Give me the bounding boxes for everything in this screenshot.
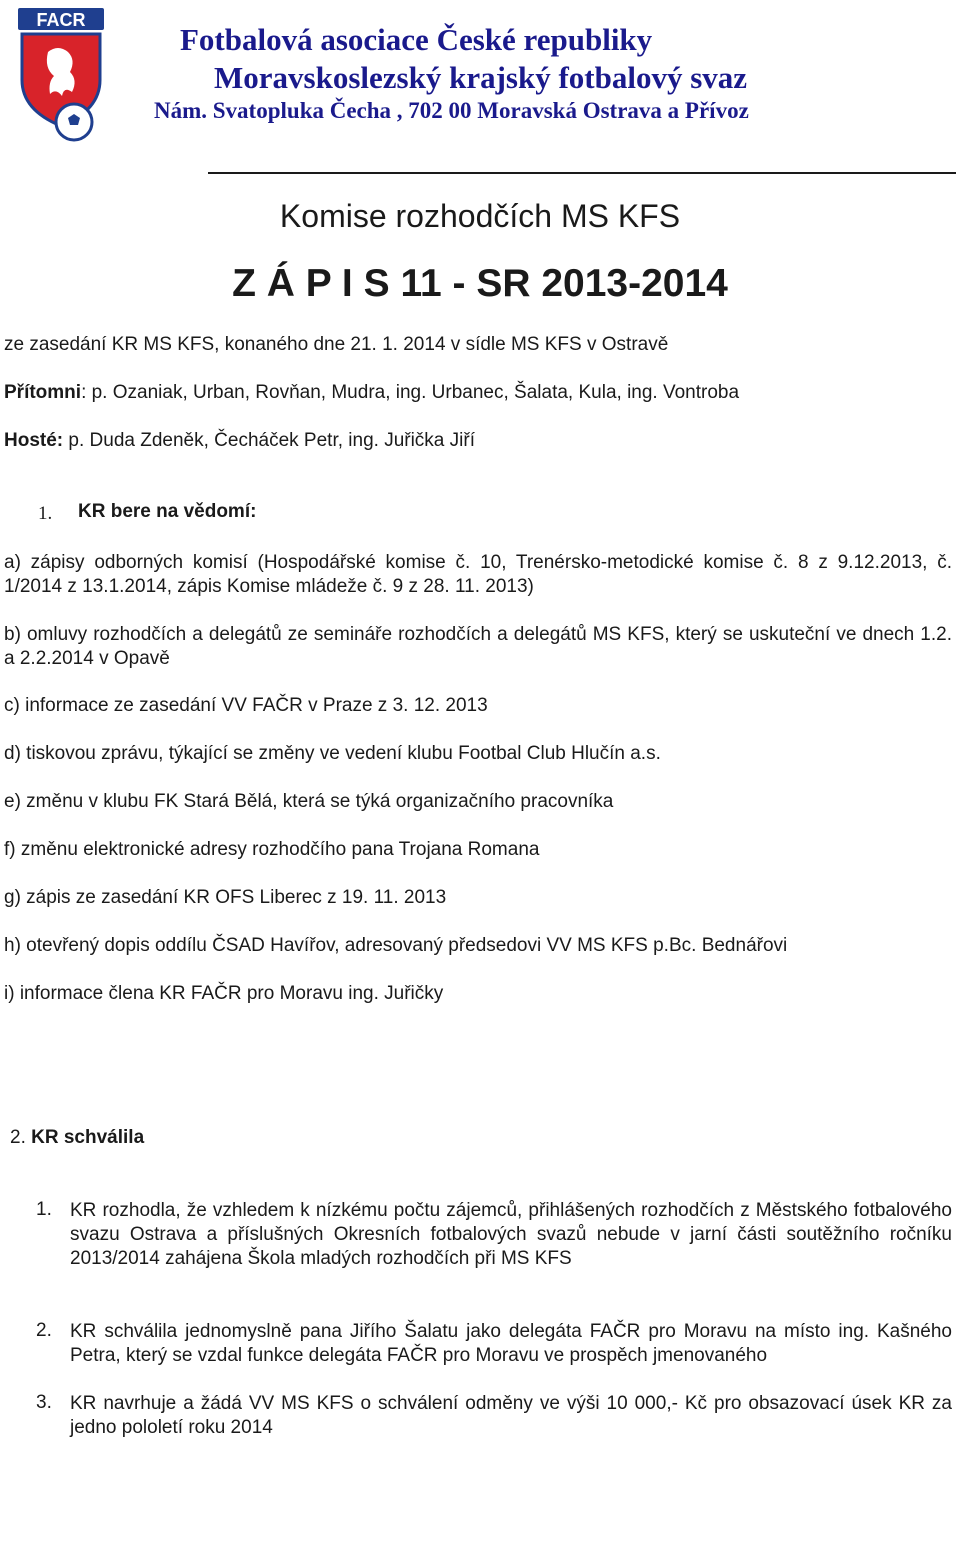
guests-value: p. Duda Zdeněk, Čecháček Petr, ing. Juřička Jiří xyxy=(63,430,475,451)
item-f: f) změnu elektronické adresy rozhodčího pana Trojana Romana xyxy=(4,839,540,860)
guests-label: Hosté: xyxy=(4,430,64,451)
header-line-2: Moravskoslezský krajský fotbalový svaz xyxy=(214,60,748,95)
section2-title xyxy=(10,1127,144,1149)
logo-text: FACR xyxy=(36,10,86,30)
section1-number: 1. xyxy=(38,503,53,524)
header-line-3: Nám. Svatopluka Čecha , 702 00 Moravská Ostrava a Přívoz xyxy=(154,98,749,123)
item-h: h) otevřený dopis oddílu ČSAD Havířov, adresovaný předsedovi VV MS KFS p.Bc. Bednářovi xyxy=(4,935,788,956)
decision-number: 3. xyxy=(36,1392,52,1413)
section2-heading: KR schválila xyxy=(31,1127,145,1148)
minutes-title: Z Á P I S 11 - SR 2013-2014 xyxy=(232,262,728,305)
decision-text: KR schválila jednomyslně pana Jiřího Šalatu jako delegáta FAČR pro Moravu na místo ing. Kašného Petra, který se vzdal funkce delegáta FAČR pro Moravu ve prospěch jmenovaného xyxy=(70,1321,952,1366)
section2-number: 2. xyxy=(10,1127,26,1148)
present-line xyxy=(4,382,739,404)
item-e: e) změnu v klubu FK Stará Bělá, která se týká organizačního pracovníka xyxy=(4,791,614,812)
item-g: g) zápis ze zasedání KR OFS Liberec z 19. 11. 2013 xyxy=(4,887,447,908)
guests-line xyxy=(4,430,475,452)
facr-crest-icon xyxy=(14,6,110,142)
item-b: b) omluvy rozhodčích a delegátů ze semináře rozhodčích a delegátů MS KFS, který se uskuteční ve dnech 1.2. a 2.2.2014 v Opavě xyxy=(4,624,952,669)
item-i: i) informace člena KR FAČR pro Moravu ing. Juřičky xyxy=(4,983,444,1004)
header-line-1: Fotbalová asociace České republiky xyxy=(180,22,653,57)
header-divider xyxy=(208,172,956,174)
present-label: Přítomni xyxy=(4,382,82,403)
item-c: c) informace ze zasedání VV FAČR v Praze z 3. 12. 2013 xyxy=(4,695,488,716)
item-d: d) tiskovou zprávu, týkající se změny ve vedení klubu Footbal Club Hlučín a.s. xyxy=(4,743,661,764)
facr-logo xyxy=(14,6,110,142)
meeting-line: ze zasedání KR MS KFS, konaného dne 21. 1. 2014 v sídle MS KFS v Ostravě xyxy=(4,334,669,355)
item-a: a) zápisy odborných komisí (Hospodářské komise č. 10, Trenérsko-metodické komise č. 8 z 9.12.2013, č. 1/2014 z 13.1.2014, zápis Komise mládeže č. 9 z 28. 11. 2013) xyxy=(4,552,952,597)
decision-text: KR navrhuje a žádá VV MS KFS o schválení odměny ve výši 10 000,- Kč pro obsazovací úsek KR za jedno pololetí roku 2014 xyxy=(70,1393,952,1438)
decision-number: 1. xyxy=(36,1199,52,1220)
decision-text: KR rozhodla, že vzhledem k nízkému počtu zájemců, přihlášených rozhodčích z Městského fotbalového svazu Ostrava a příslušných Okresních fotbalových svazů nebude v jarní části soutěžního ročníku 2013/2014 zahájena Škola mladých rozhodčích při MS KFS xyxy=(70,1200,952,1269)
decision-number: 2. xyxy=(36,1320,52,1341)
committee-title: Komise rozhodčích MS KFS xyxy=(279,198,681,234)
section1-heading: KR bere na vědomí: xyxy=(78,501,257,522)
present-value: : p. Ozaniak, Urban, Rovňan, Mudra, ing. Urbanec, Šalata, Kula, ing. Vontroba xyxy=(81,382,740,403)
